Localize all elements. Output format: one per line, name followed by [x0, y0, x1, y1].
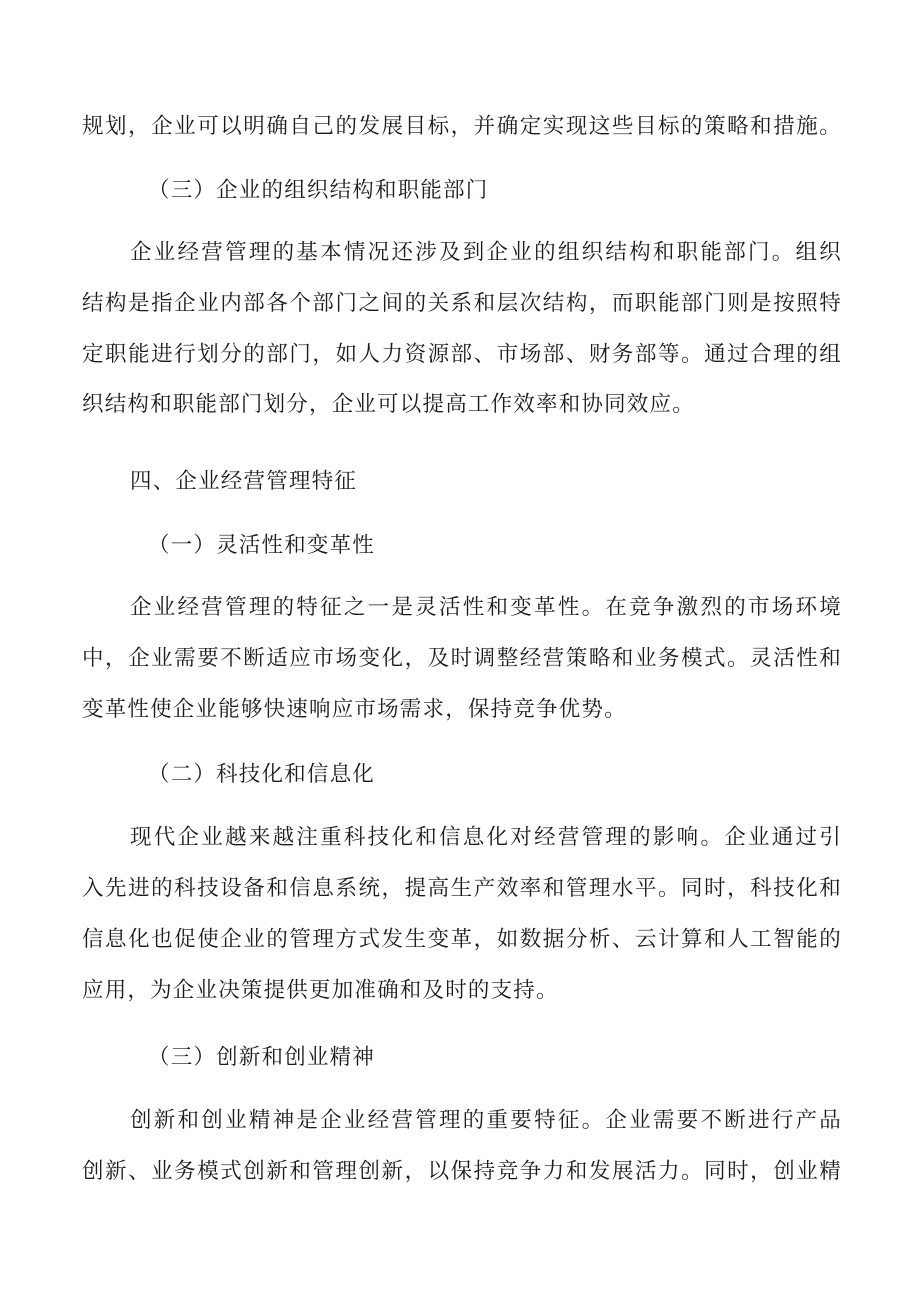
paragraph-line: 企业经营管理的特征之一是灵活性和变革性。在竞争激烈的市场环境 — [130, 595, 842, 620]
paragraph-line: 现代企业越来越注重科技化和信息化对经营管理的影响。企业通过引 — [130, 825, 842, 850]
continuation-line: 规划，企业可以明确自己的发展目标，并确定实现这些目标的策略和措施。 — [82, 114, 842, 139]
subheading-flexibility: （一）灵活性和变革性 — [148, 533, 376, 558]
subheading-innovation: （三）创新和创业精神 — [148, 1045, 376, 1070]
subheading-technology: （二）科技化和信息化 — [148, 762, 376, 787]
paragraph-line: 织结构和职能部门划分，企业可以提高工作效率和协同效应。 — [82, 392, 695, 417]
section-heading-features: 四、企业经营管理特征 — [130, 469, 358, 494]
paragraph-line: 创新和创业精神是企业经营管理的重要特征。企业需要不断进行产品 — [130, 1108, 842, 1133]
paragraph-line: 变革性使企业能够快速响应市场需求，保持竞争优势。 — [82, 697, 627, 722]
paragraph-line: 创新、业务模式创新和管理创新，以保持竞争力和发展活力。同时，创业精 — [82, 1159, 842, 1184]
paragraph-line: 入先进的科技设备和信息系统，提高生产效率和管理水平。同时，科技化和 — [82, 876, 842, 901]
paragraph-line: 结构是指企业内部各个部门之间的关系和层次结构，而职能部门则是按照特 — [82, 291, 842, 316]
paragraph-line: 信息化也促使企业的管理方式发生变革，如数据分析、云计算和人工智能的 — [82, 927, 842, 952]
paragraph-line: 企业经营管理的基本情况还涉及到企业的组织结构和职能部门。组织 — [130, 240, 842, 265]
paragraph-line: 中，企业需要不断适应市场变化，及时调整经营策略和业务模式。灵活性和 — [82, 646, 842, 671]
paragraph-line: 定职能进行划分的部门，如人力资源部、市场部、财务部等。通过合理的组 — [82, 342, 842, 367]
subheading-org-structure: （三）企业的组织结构和职能部门 — [148, 178, 489, 203]
paragraph-line: 应用，为企业决策提供更加准确和及时的支持。 — [82, 978, 559, 1003]
